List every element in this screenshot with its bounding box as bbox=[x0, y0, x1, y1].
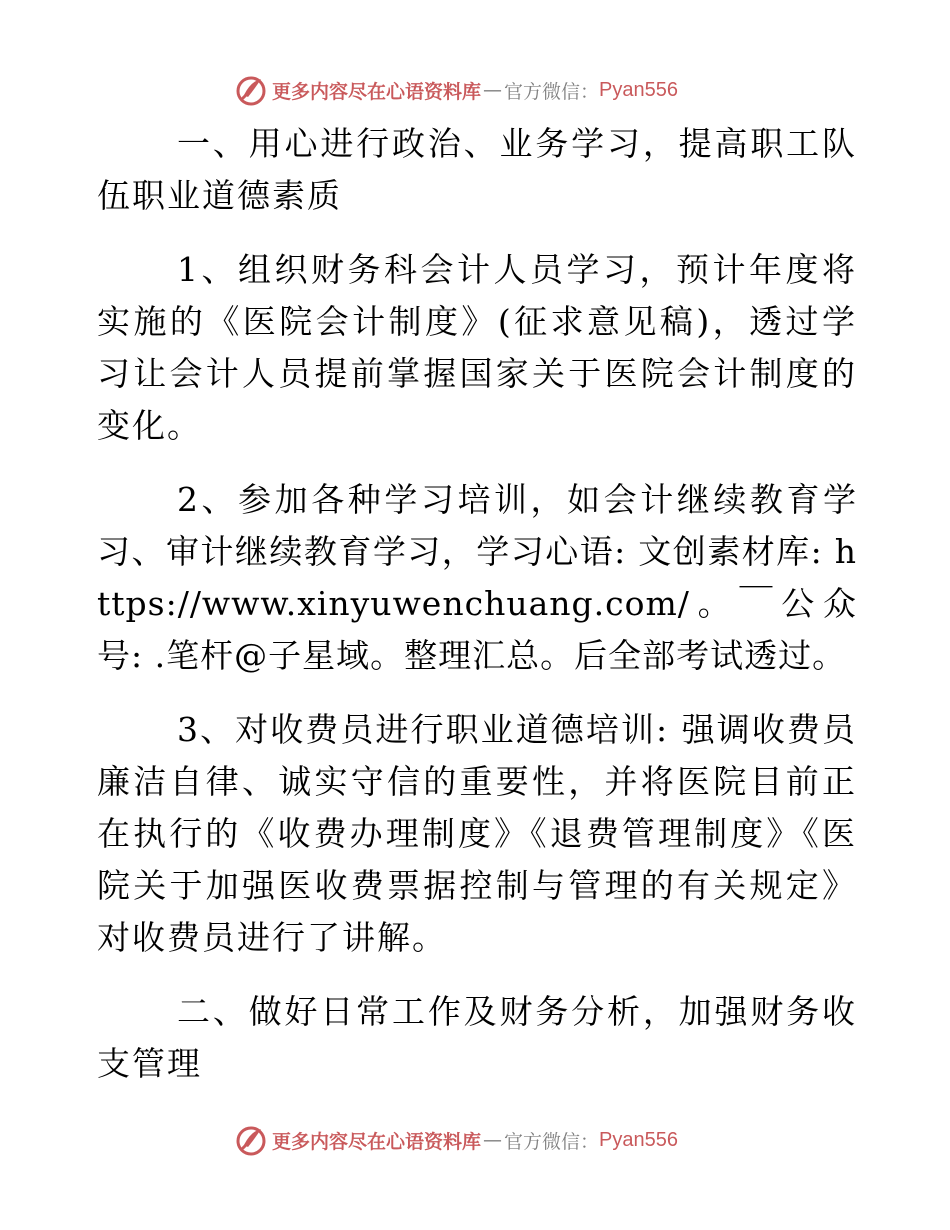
footer-site-text: 更多内容尽在心语资料库 bbox=[272, 1130, 482, 1153]
header-watermark-banner bbox=[234, 70, 678, 110]
section-heading-2: 二、做好日常工作及财务分析，加强财务收支管理 bbox=[97, 992, 857, 1083]
brush-seal-icon bbox=[234, 1123, 268, 1157]
footer-watermark-banner bbox=[234, 1120, 678, 1160]
header-dash: — bbox=[483, 79, 503, 101]
brush-seal-icon bbox=[234, 73, 268, 107]
paragraph-item-3: 3、对收费员进行职业道德培训: 强调收费员廉洁自律、诚实守信的重要性，并将医院目前正在执行的《收费办理制度》《退费管理制度》《医院关于加强医收费票据控制与管理的有关规定》对收费员进行了讲解。 bbox=[97, 710, 857, 957]
paragraph-item-2: 2、参加各种学习培训，如会计继续教育学习、审计继续教育学习，学习心语: 文创素材库: https://www.xinyuwenchuang.com/。￣公众号: .笔杆@子星域。整理汇总。后全部考试透过。 bbox=[97, 480, 857, 675]
paragraph-item-1: 1、组织财务科会计人员学习，预计年度将实施的《医院会计制度》(征求意见稿)，透过学习让会计人员提前掌握国家关于医院会计制度的变化。 bbox=[97, 250, 857, 445]
section-heading-1: 一、用心进行政治、业务学习，提高职工队伍职业道德素质 bbox=[97, 124, 857, 215]
footer-wechat-label: 官方微信： bbox=[504, 1130, 600, 1153]
header-wechat-id: Pyan556 bbox=[599, 78, 678, 101]
footer-wechat-id: Pyan556 bbox=[599, 1128, 678, 1151]
header-wechat-label: 官方微信： bbox=[504, 80, 600, 103]
document-body bbox=[97, 118, 857, 1112]
header-site-text: 更多内容尽在心语资料库 bbox=[272, 80, 482, 103]
footer-dash: — bbox=[483, 1129, 503, 1151]
